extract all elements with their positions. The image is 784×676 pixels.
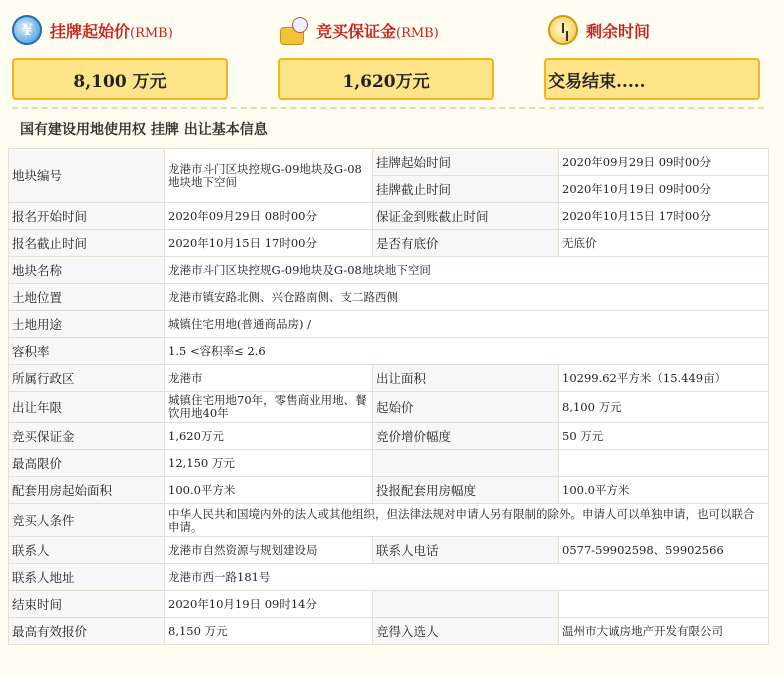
housing-area-value: 100.0平方米	[165, 477, 373, 504]
reg-start-value: 2020年09月29日 08时00分	[165, 203, 373, 230]
remaining-time-label: 剩余时间	[586, 21, 651, 41]
far-key: 容积率	[9, 338, 165, 365]
section-title: 国有建设用地使用权 挂牌 出让基本信息	[20, 122, 268, 138]
table-row	[9, 203, 769, 230]
deposit-cell: 1,620万元	[165, 423, 373, 450]
location-key: 土地位置	[9, 284, 165, 311]
phone-key: 联系人电话	[373, 537, 559, 564]
address-value: 龙港市西一路181号	[165, 564, 769, 591]
summary-panel	[0, 0, 784, 110]
start-price-value: 8,100 万元	[12, 58, 228, 100]
bidder-condition-value: 中华人民共和国境内外的法人或其他组织，但法律法规对申请人另有限制的除外。申请人可以单独申请，也可以联合申请。	[165, 504, 769, 537]
empty-value	[559, 591, 769, 618]
parcel-no-key: 地块编号	[9, 149, 165, 203]
table-row	[9, 591, 769, 618]
reserve-value: 无底价	[559, 230, 769, 257]
best-offer-key: 最高有效报价	[9, 618, 165, 645]
housing-area-key: 配套用房起始面积	[9, 477, 165, 504]
reserve-key: 是否有底价	[373, 230, 559, 257]
deposit-deadline-key: 保证金到账截止时间	[373, 203, 559, 230]
empty-value	[559, 450, 769, 477]
housing-increment-value: 100.0平方米	[559, 477, 769, 504]
table-row	[9, 284, 769, 311]
start-price-cell: 8,100 万元	[559, 392, 769, 423]
price-coin-icon	[12, 15, 42, 45]
list-end-key: 挂牌截止时间	[373, 176, 559, 203]
area-value: 10299.62平方米（15.449亩）	[559, 365, 769, 392]
money-bag-icon	[278, 15, 308, 45]
table-row	[9, 477, 769, 504]
parcel-name-key: 地块名称	[9, 257, 165, 284]
increment-value: 50 万元	[559, 423, 769, 450]
list-start-value: 2020年09月29日 09时00分	[559, 149, 769, 176]
table-row	[9, 392, 769, 423]
alarm-clock-icon	[548, 15, 578, 45]
table-row	[9, 338, 769, 365]
housing-increment-key: 投报配套用房幅度	[373, 477, 559, 504]
divider	[12, 107, 764, 109]
empty-key	[373, 450, 559, 477]
table-row	[9, 423, 769, 450]
table-row	[9, 149, 769, 176]
table-row	[9, 311, 769, 338]
list-start-key: 挂牌起始时间	[373, 149, 559, 176]
reg-start-key: 报名开始时间	[9, 203, 165, 230]
area-key: 出让面积	[373, 365, 559, 392]
address-key: 联系人地址	[9, 564, 165, 591]
deposit-header	[278, 12, 439, 48]
deposit-value: 1,620万元	[278, 58, 494, 100]
end-time-value: 2020年10月19日 09时14分	[165, 591, 373, 618]
table-row	[9, 504, 769, 537]
start-price-label: 挂牌起始价	[50, 21, 131, 41]
reg-end-value: 2020年10月15日 17时00分	[165, 230, 373, 257]
deposit-deadline-value: 2020年10月15日 17时00分	[559, 203, 769, 230]
remaining-time-value: 交易结束.....	[544, 58, 760, 100]
list-end-value: 2020年10月19日 09时00分	[559, 176, 769, 203]
term-key: 出让年限	[9, 392, 165, 423]
far-value: 1.5 <容积率≤ 2.6	[165, 338, 769, 365]
table-row	[9, 618, 769, 645]
reg-end-key: 报名截止时间	[9, 230, 165, 257]
remaining-time-header	[548, 12, 650, 48]
deposit-label: 竞买保证金	[316, 21, 397, 41]
winner-value: 温州市大诚房地产开发有限公司	[559, 618, 769, 645]
contact-key: 联系人	[9, 537, 165, 564]
land-use-key: 土地用途	[9, 311, 165, 338]
winner-key: 竞得入选人	[373, 618, 559, 645]
empty-key	[373, 591, 559, 618]
land-info-table	[8, 148, 769, 645]
increment-key: 竞价增价幅度	[373, 423, 559, 450]
max-price-value: 12,150 万元	[165, 450, 373, 477]
land-use-value: 城镇住宅用地(普通商品房) /	[165, 311, 769, 338]
parcel-no-value: 龙港市斗门区块控规G-09地块及G-08地块地下空间	[165, 149, 373, 203]
best-offer-value: 8,150 万元	[165, 618, 373, 645]
table-row	[9, 450, 769, 477]
start-price-key: 起始价	[373, 392, 559, 423]
end-time-key: 结束时间	[9, 591, 165, 618]
location-value: 龙港市镇安路北侧、兴仓路南侧、支二路西侧	[165, 284, 769, 311]
table-row	[9, 230, 769, 257]
max-price-key: 最高限价	[9, 450, 165, 477]
parcel-name-value: 龙港市斗门区块控规G-09地块及G-08地块地下空间	[165, 257, 769, 284]
bidder-condition-key: 竞买人条件	[9, 504, 165, 537]
table-row	[9, 564, 769, 591]
deposit-key: 竞买保证金	[9, 423, 165, 450]
table-row	[9, 537, 769, 564]
district-key: 所属行政区	[9, 365, 165, 392]
deposit-unit: (RMB)	[396, 25, 439, 41]
start-price-unit: (RMB)	[130, 25, 173, 41]
term-value: 城镇住宅用地70年，零售商业用地、餐饮用地40年	[165, 392, 373, 423]
phone-value: 0577-59902598、59902566	[559, 537, 769, 564]
start-price-header	[12, 12, 173, 48]
table-row	[9, 365, 769, 392]
district-value: 龙港市	[165, 365, 373, 392]
table-row	[9, 257, 769, 284]
contact-value: 龙港市自然资源与规划建设局	[165, 537, 373, 564]
